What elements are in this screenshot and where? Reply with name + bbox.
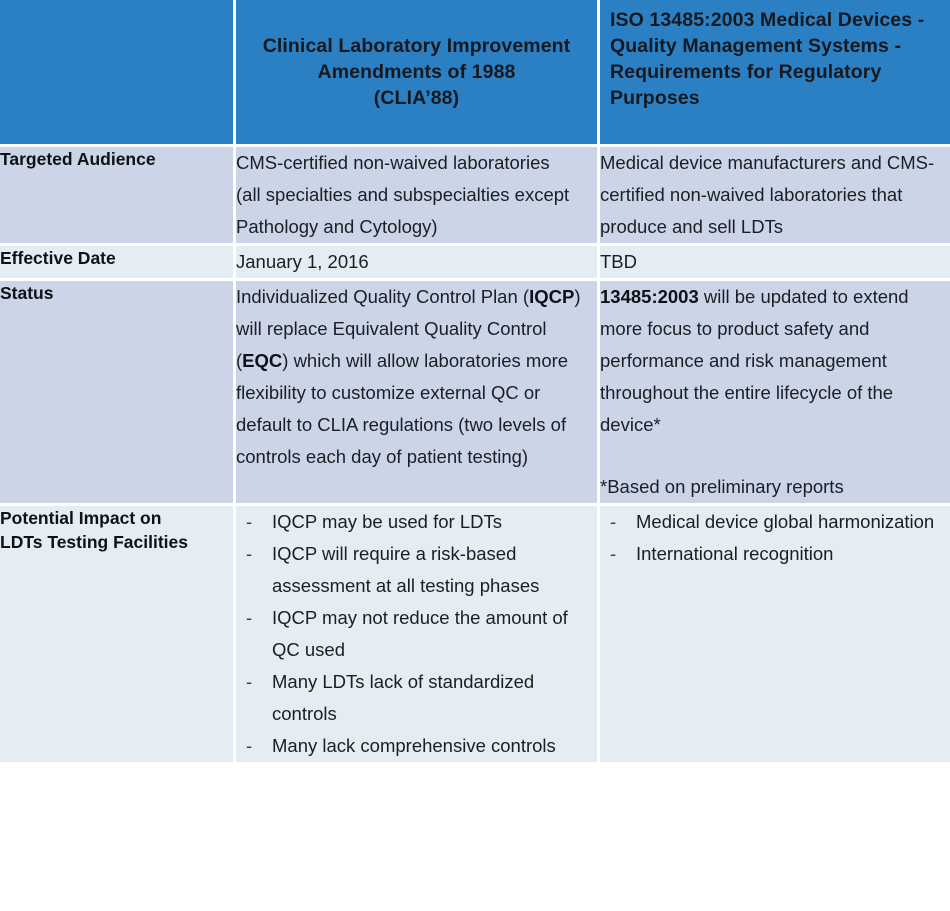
table-row	[0, 506, 950, 765]
table-header-row	[0, 0, 950, 147]
cell-text-part2: ) will replace Equivalent Quality Control (	[236, 286, 581, 371]
cell-clia-potential-impact	[236, 506, 600, 765]
table-row	[0, 281, 950, 506]
header-cell-clia	[236, 0, 600, 147]
list-item: - International recognition	[600, 538, 950, 570]
header-clia-title	[250, 33, 583, 111]
list-item: - IQCP may not reduce the amount of QC used	[236, 602, 597, 666]
table-row	[0, 147, 950, 246]
cell-text-part3: ) which will allow laboratories more flexibility to customize external QC or default to CLIA regulations (two levels of controls each day of patient testing)	[236, 350, 569, 467]
header-cell-iso	[600, 0, 950, 147]
clia-impact-list	[236, 506, 597, 762]
iso-impact-list	[600, 506, 950, 570]
cell-clia-targeted-audience	[236, 147, 600, 246]
spacer	[600, 441, 950, 471]
header-clia-line3: (CLIA’88)	[373, 87, 460, 109]
row-label-potential-impact	[0, 506, 236, 765]
header-iso-title: ISO 13485:2003 Medical Devices - Quality Management Systems - Requirements for Regulatory Purposes	[610, 9, 925, 109]
table-row	[0, 246, 950, 281]
cell-text-part1: will be updated to extend more focus to product safety and performance and risk management throughout the entire lifecycle of the device*	[600, 286, 909, 435]
row-label-line2: LDTs Testing Facilities	[0, 532, 188, 552]
header-clia-line2: Amendments of 1988	[317, 61, 516, 83]
cell-clia-status	[236, 281, 600, 506]
cell-iso-status	[600, 281, 950, 506]
cell-iso-potential-impact	[600, 506, 950, 765]
cell-iso-effective-date: TBD	[600, 246, 950, 281]
row-label-targeted-audience: Targeted Audience	[0, 147, 236, 246]
cell-iso-status-footnote: *Based on preliminary reports	[600, 476, 844, 497]
cell-iso-targeted-audience: Medical device manufacturers and CMS-certified non-waived laboratories that produce and sell LDTs	[600, 147, 950, 246]
list-item: - Many LDTs lack of standardized controls	[236, 666, 597, 730]
list-item: - Many lack comprehensive controls	[236, 730, 597, 762]
cell-text-bold-iqcp: IQCP	[529, 286, 575, 307]
cell-text-line2: (all specialties and subspecialties except Pathology and Cytology)	[236, 184, 570, 237]
cell-iso-status-paragraph	[600, 281, 950, 441]
cell-text-part1: Individualized Quality Control Plan (	[236, 286, 530, 307]
cell-text-bold-13485: 13485:2003	[600, 286, 699, 307]
cell-text-bold-eqc: EQC	[242, 350, 283, 371]
list-item: - Medical device global harmonization	[600, 506, 950, 538]
row-label-effective-date: Effective Date	[0, 246, 236, 281]
cell-clia-effective-date: January 1, 2016	[236, 246, 600, 281]
header-cell-empty	[0, 0, 236, 147]
list-item: - IQCP may be used for LDTs	[236, 506, 597, 538]
row-label-line1: Potential Impact on	[0, 508, 162, 528]
row-label-status: Status	[0, 281, 236, 506]
list-item: - IQCP will require a risk-based assessment at all testing phases	[236, 538, 597, 602]
cell-text-line1: CMS-certified non-waived laboratories	[236, 152, 550, 173]
header-clia-line1: Clinical Laboratory Improvement	[262, 35, 571, 57]
